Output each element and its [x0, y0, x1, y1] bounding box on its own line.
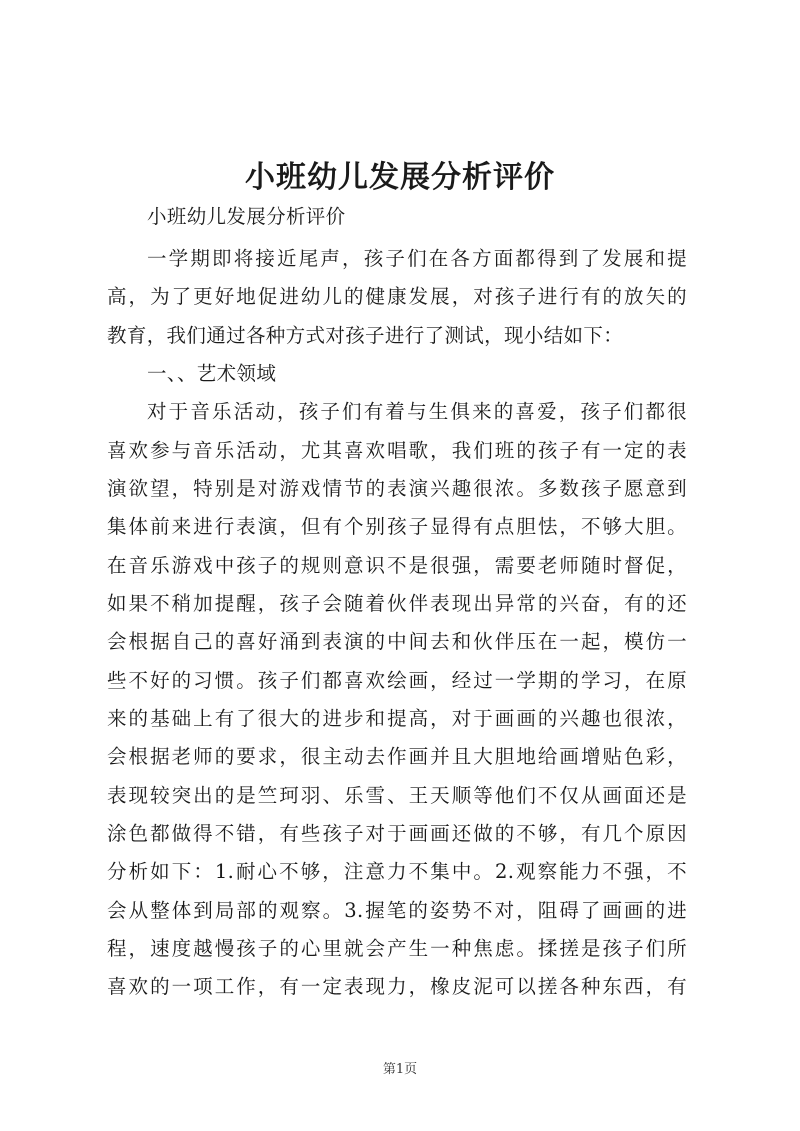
text-line: 高，为了更好地促进幼儿的健康发展，对孩子进行有的放矢的	[107, 285, 687, 308]
text-line: 教育，我们通过各种方式对孩子进行了测试，现小结如下：	[107, 324, 624, 347]
text-line: 一学期即将接近尾声，孩子们在各方面都得到了发展和提	[147, 247, 687, 270]
text-line: 如果不稍加提醒，孩子会随着伙伴表现出异常的兴奋，有的还	[107, 592, 687, 615]
text-line: 会根据老师的要求，很主动去作画并且大胆地给画增贴色彩，	[107, 745, 687, 768]
document-title: 小班幼儿发展分析评价	[245, 160, 555, 195]
subtitle-line: 小班幼儿发展分析评价	[147, 205, 346, 228]
section-heading: 一、、艺术领域	[147, 362, 277, 385]
text-line: 程，速度越慢孩子的心里就会产生一种焦虑。揉搓是孩子们所	[107, 937, 687, 960]
text-line: 会从整体到局部的观察。3.握笔的姿势不对，阻碍了画画的进	[107, 899, 687, 922]
text-line: 对于音乐活动，孩子们有着与生俱来的喜爱，孩子们都很	[147, 400, 687, 423]
page-number: 第1页	[382, 1062, 418, 1077]
text-line: 喜欢参与音乐活动，尤其喜欢唱歌，我们班的孩子有一定的表	[107, 439, 687, 462]
text-line: 分析如下：1.耐心不够，注意力不集中。2.观察能力不强，不	[107, 860, 687, 883]
text-line: 来的基础上有了很大的进步和提高，对于画画的兴趣也很浓，	[107, 707, 687, 730]
text-line: 演欲望，特别是对游戏情节的表演兴趣很浓。多数孩子愿意到	[107, 477, 687, 500]
text-line: 喜欢的一项工作，有一定表现力，橡皮泥可以搓各种东西，有	[107, 975, 687, 998]
text-line: 涂色都做得不错，有些孩子对于画画还做的不够，有几个原因	[107, 822, 687, 845]
text-line: 些不好的习惯。孩子们都喜欢绘画，经过一学期的学习，在原	[107, 669, 687, 692]
text-line: 会根据自己的喜好涌到表演的中间去和伙伴压在一起，模仿一	[107, 630, 687, 653]
text-line: 集体前来进行表演，但有个别孩子显得有点胆怯，不够大胆。	[107, 515, 687, 538]
text-line: 在音乐游戏中孩子的规则意识不是很强，需要老师随时督促，	[107, 554, 687, 577]
text-line: 表现较突出的是竺珂羽、乐雪、王天顺等他们不仅从画面还是	[107, 784, 687, 807]
